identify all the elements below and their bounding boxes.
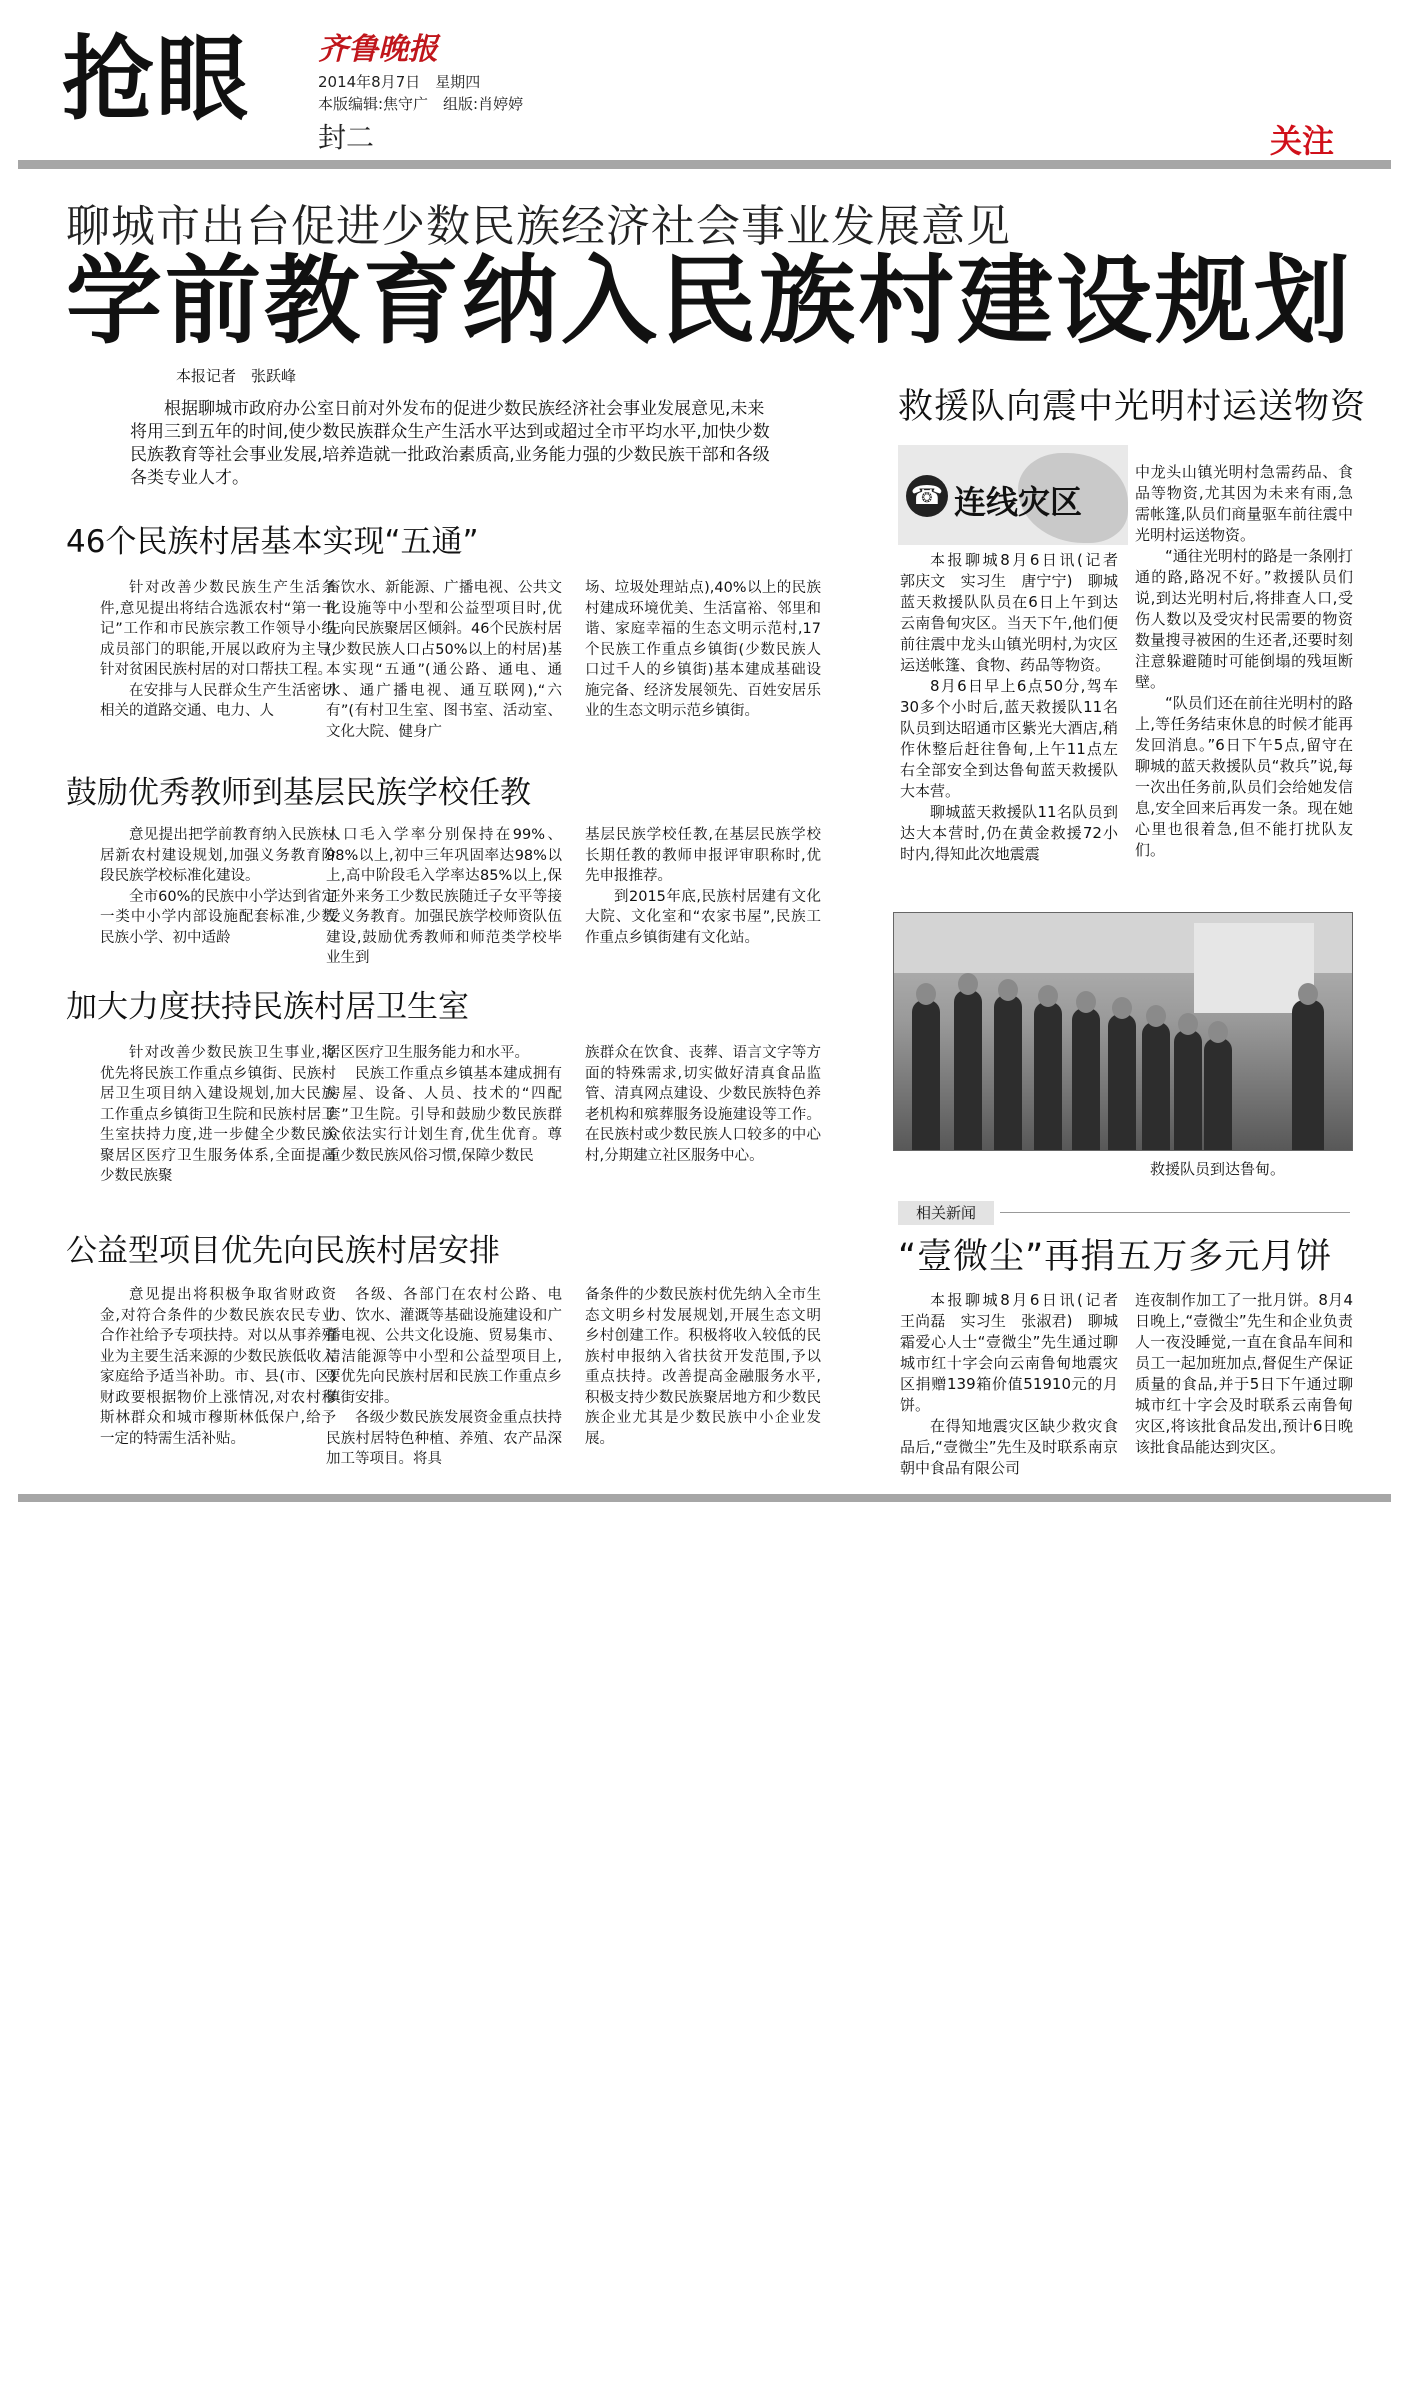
article-column: 畜饮水、新能源、广播电视、公共文化设施等中小型和公益型项目时,优先向民族聚居区倾斜。46个民族村居(少数民族人口占50%以上的村居)基本实现“五通”(通公路、通电、通水、通广播电视、通互联网),“六有”(有村卫生室、图书室、活动室、文化大院、健身广	[326, 580, 562, 740]
rescue-team-photo	[893, 912, 1353, 1151]
article-column: 备条件的少数民族村优先纳入全市生态文明乡村发展规划,开展生态文明乡村创建工作。积极将收入较低的民族村申报纳入省扶贫开发范围,予以重点扶持。改善提高金融服务水平,积极支持少数民族聚居地方和少数民族企业尤其是少数民族中小企业发展。	[585, 1287, 821, 1447]
focus-tag: 关注	[1270, 122, 1335, 160]
article-headline: 学前教育纳入民族村建设规划	[66, 245, 1353, 357]
article-column: 针对改善少数民族生产生活条件,意见提出将结合选派农村“第一书记”工作和市民族宗教工作领导小组成员部门的职能,开展以政府为主导,针对贫困民族村居的对口帮扶工程。 在安排与人民群众生产生活密切相关的道路交通、电力、人	[100, 580, 336, 719]
hotline-banner	[898, 445, 1128, 545]
issue-date: 2014年8月7日 星期四	[318, 73, 481, 91]
section-heading: 46个民族村居基本实现“五通”	[66, 524, 479, 560]
article-column: 基层民族学校任教,在基层民族学校长期任教的教师申报评审职称时,优先申报推荐。 到2015年底,民族村居建有文化大院、文化室和“农家书屋”,民族工作重点乡镇街建有文化站。	[585, 827, 821, 946]
article-column: 针对改善少数民族卫生事业,将优先将民族工作重点乡镇街、民族村居卫生项目纳入建设规划,加大民族工作重点乡镇街卫生院和民族村居卫生室扶持力度,进一步健全少数民族聚居区医疗卫生服务体系,全面提高少数民族聚	[100, 1045, 336, 1184]
article-lead: 根据聊城市政府办公室日前对外发布的促进少数民族经济社会事业发展意见,未来将用三到五年的时间,使少数民族群众生产生活水平达到或超过全市平均水平,加快少数民族教育等社会事业发展,培养造就一批政治素质高,业务能力强的少数民族干部和各级各类专业人才。	[130, 399, 770, 488]
top-divider	[18, 160, 1391, 169]
paper-logo: 齐鲁晚报	[318, 32, 438, 67]
article-column: 各级、各部门在农村公路、电力、饮水、灌溉等基础设施建设和广播电视、公共文化设施、贸易集市、清洁能源等中小型和公益型项目上,要优先向民族村居和民族工作重点乡镇街安排。 各级少数民族发展资金重点扶持民族村居特色种植、养殖、农产品深加工等项目。将具	[326, 1287, 562, 1467]
mooncake-column: 本报聊城8月6日讯(记者 王尚磊 实习生 张淑君) 聊城霜爱心人士“壹微尘”先生通过聊城市红十字会向云南鲁甸地震灾区捐赠139箱价值51910元的月饼。 在得知地震灾区缺少救灾食品后,“壹微尘”先生及时联系南京朝中食品有限公司	[900, 1291, 1134, 1477]
section-heading: 加大力度扶持民族村居卫生室	[66, 989, 469, 1025]
related-news-tag: 相关新闻	[898, 1201, 994, 1225]
section-title: 抢眼	[62, 26, 251, 133]
quake-column: 本报聊城8月6日讯(记者 郭庆文 实习生 唐宁宁) 聊城蓝天救援队队员在6日上午到达云南鲁甸灾区。当天下午,他们便前往震中龙头山镇光明村,为灾区运送帐篷、食物、药品等物资。 8月6日早上6点50分,驾车30多个小时后,蓝天救援队11名队员到达昭通市区紫光大酒店,稍作休整后赶往鲁甸,上午11点左右全部安全到达鲁甸蓝天救援队大本营。 聊城蓝天救援队11名队员到达大本营时,仍在黄金救援72小时内,得知此次地震震	[900, 551, 1134, 863]
article-column: 场、垃圾处理站点),40%以上的民族村建成环境优美、生活富裕、邻里和谐、家庭幸福的生态文明示范村,17个民族工作重点乡镇街(少数民族人口过千人的乡镇街)基本建成基础设施完备、经济发展领先、百姓安居乐业的生态文明示范乡镇街。	[585, 580, 821, 719]
related-divider	[1000, 1212, 1350, 1213]
phone-icon: ☎	[906, 475, 948, 517]
section-heading: 公益型项目优先向民族村居安排	[66, 1233, 500, 1269]
article-column: 意见提出将积极争取省财政资金,对符合条件的少数民族农民专业合作社给予专项扶持。对以从事养殖业为主要生活来源的少数民族低收入家庭给予适当补助。市、县(市、区)财政要根据物价上涨情况,对农村穆斯林群众和城市穆斯林低保户,给予一定的特需生活补贴。	[100, 1287, 336, 1447]
mooncake-column: 连夜制作加工了一批月饼。8月4日晚上,“壹微尘”先生和企业负责人一夜没睡觉,一直在食品车间和员工一起加班加点,督促生产保证质量的食品,并于5日下午通过聊城市红十字会及时联系云南鲁甸灾区,将该批食品发出,预计6日晚该批食品能达到灾区。	[1135, 1291, 1353, 1456]
article-column: 意见提出把学前教育纳入民族村居新农村建设规划,加强义务教育阶段民族学校标准化建设。 全市60%的民族中小学达到省定一类中小学内部设施配套标准,少数民族小学、初中适龄	[100, 827, 336, 946]
article-column: 人口毛入学率分别保持在99%、98%以上,初中三年巩固率达98%以上,高中阶段毛入学率达85%以上,保证外来务工少数民族随迁子女平等接受义务教育。加强民族学校师资队伍建设,鼓励优秀教师和师范类学校毕业生到	[326, 827, 562, 966]
photo-caption: 救援队员到达鲁甸。	[1150, 1160, 1286, 1178]
article-byline: 本报记者 张跃峰	[176, 367, 297, 385]
article-kicker: 聊城市出台促进少数民族经济社会事业发展意见	[66, 201, 1011, 252]
article-column: 居区医疗卫生服务能力和水平。 民族工作重点乡镇基本建成拥有房屋、设备、人员、技术的“四配套”卫生院。引导和鼓励少数民族群众依法实行计划生育,优生优育。尊重少数民族风俗习惯,保障少数民	[326, 1045, 562, 1164]
hotline-label: 连线灾区	[954, 483, 1083, 521]
bottom-divider	[18, 1494, 1391, 1502]
article-column: 族群众在饮食、丧葬、语言文字等方面的特殊需求,切实做好清真食品监管、清真网点建设、少数民族特色养老机构和殡葬服务设施建设等工作。在民族村或少数民族人口较多的中心村,分期建立社区服务中心。	[585, 1045, 821, 1164]
quake-headline: 救援队向震中光明村运送物资	[898, 387, 1367, 427]
mooncake-headline: “壹微尘”再捐五万多元月饼	[898, 1237, 1333, 1277]
editors-line: 本版编辑:焦守广 组版:肖婷婷	[318, 95, 524, 113]
section-heading: 鼓励优秀教师到基层民族学校任教	[66, 775, 531, 811]
page-label: 封二	[318, 121, 375, 154]
quake-column: 中龙头山镇光明村急需药品、食品等物资,尤其因为未来有雨,急需帐篷,队员们商量驱车前往震中光明村运送物资。 “通往光明村的路是一条刚打通的路,路况不好。”救援队员们说,到达光明村后,将排查人口,受伤人数以及受灾村民需要的物资数量搜寻被困的生还者,还要时刻注意躲避随时可能倒塌的残垣断壁。 “队员们还在前往光明村的路上,等任务结束休息的时候才能再发回消息。”6日下午5点,留守在聊城的蓝天救援队员“救兵”说,每一次出任务前,队员们会给她发信息,安全回来后再发一条。现在她心里也很着急,但不能打扰队友们。	[1135, 463, 1353, 859]
